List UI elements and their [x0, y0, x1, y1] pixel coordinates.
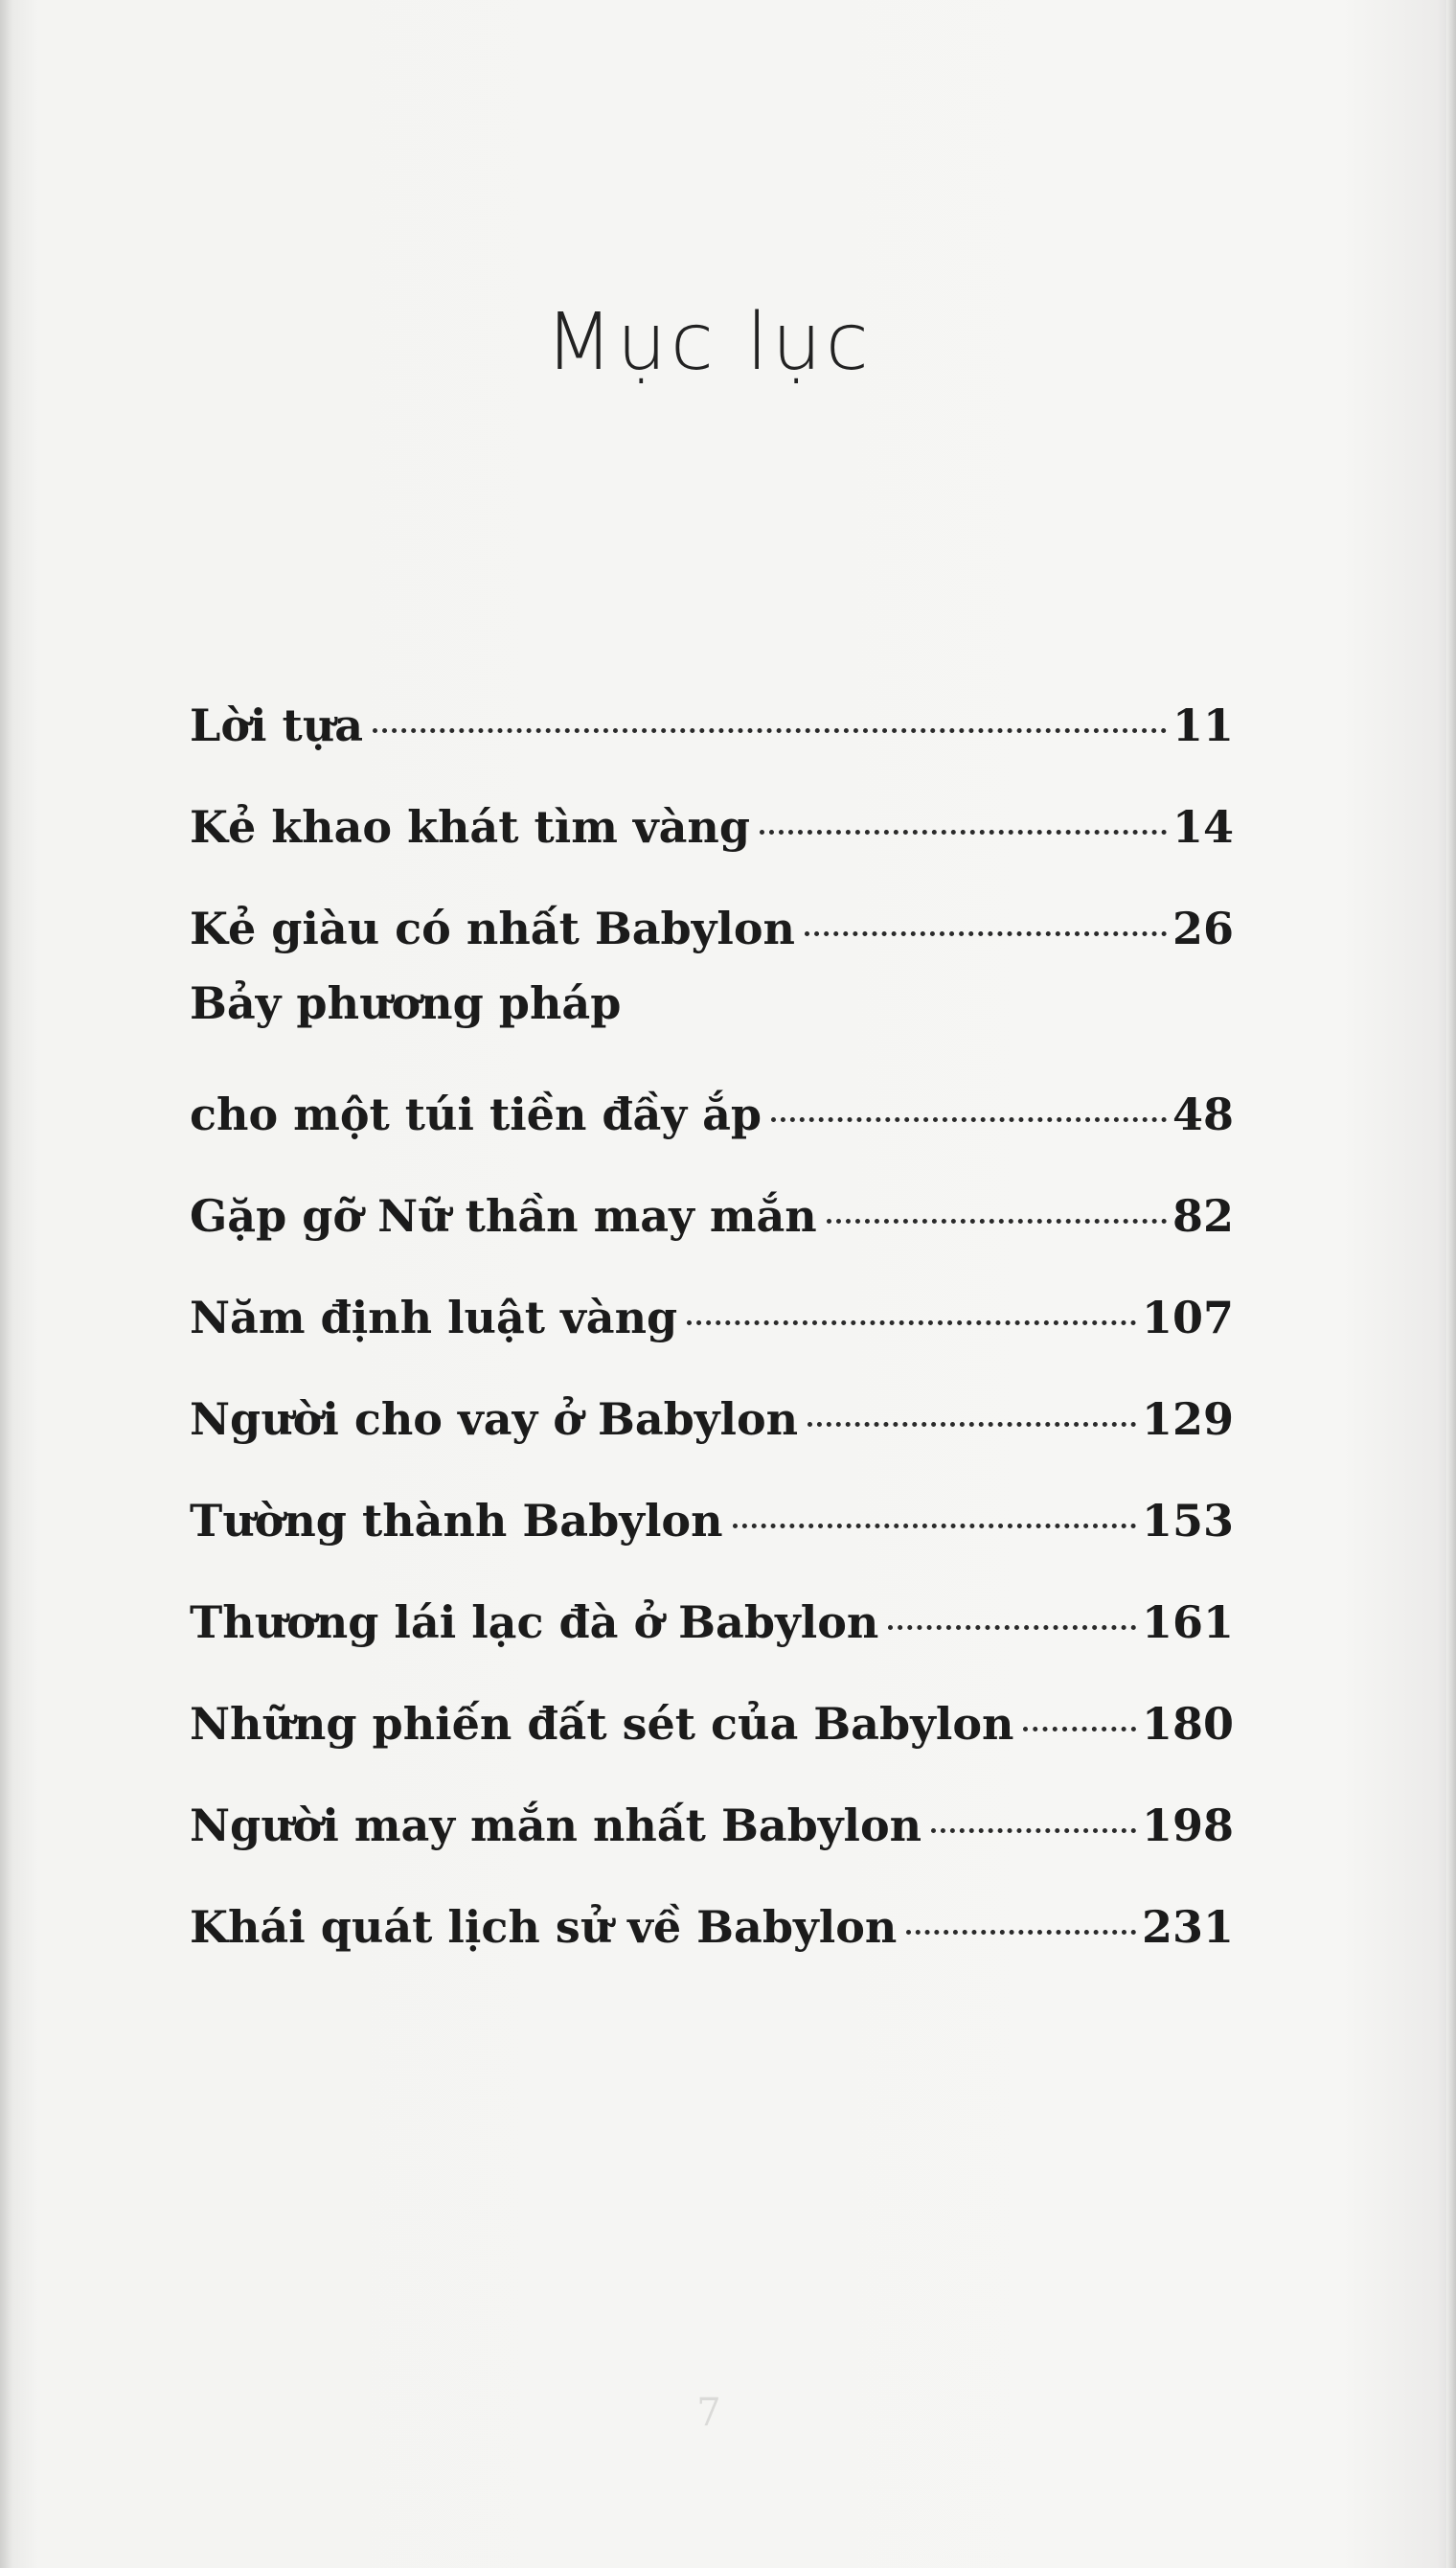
- toc-entry-label-line1: Bảy phương pháp: [190, 977, 622, 1029]
- toc-entry-label: Người may mắn nhất Babylon: [190, 1800, 922, 1851]
- dot-leader: [808, 1422, 1136, 1427]
- toc-entry: [190, 1161, 1234, 1263]
- toc-entry-page: 129: [1141, 1393, 1234, 1445]
- toc-entry: [190, 671, 1234, 772]
- toc-entry-label: Kẻ khao khát tìm vàng: [190, 801, 751, 853]
- toc-entry-label: Những phiến đất sét của Babylon: [190, 1698, 1014, 1750]
- toc-entry: [190, 975, 1234, 1161]
- dot-leader: [760, 830, 1167, 835]
- toc-entry-label: cho một túi tiền đầy ắp: [190, 1089, 762, 1140]
- toc-entry-label: Tường thành Babylon: [190, 1495, 723, 1547]
- toc-entry-label: Gặp gỡ Nữ thần may mắn: [190, 1190, 817, 1242]
- toc-entry: [190, 1466, 1234, 1568]
- toc-entry-page: 48: [1172, 1089, 1234, 1140]
- page-right-edge: [1446, 0, 1456, 2568]
- toc-entry-page: 82: [1172, 1190, 1234, 1242]
- toc-entry: [190, 874, 1234, 975]
- dot-leader: [771, 1117, 1167, 1122]
- toc-entry-label: Lời tựa: [190, 699, 364, 751]
- dot-leader: [687, 1320, 1136, 1325]
- dot-leader: [827, 1219, 1167, 1224]
- toc-entry-label: Kẻ giàu có nhất Babylon: [190, 903, 796, 954]
- toc-entry-label: Thương lái lạc đà ở Babylon: [190, 1596, 879, 1648]
- toc-entry-page: 153: [1141, 1495, 1234, 1547]
- toc-entry-page: 231: [1141, 1901, 1234, 1953]
- toc-entry: [190, 1263, 1234, 1364]
- toc-entry-page: 26: [1172, 903, 1234, 954]
- dot-leader: [1023, 1727, 1135, 1731]
- toc-entry-page: 180: [1141, 1698, 1234, 1750]
- toc-entry: [190, 1872, 1234, 1974]
- dot-leader: [805, 931, 1167, 936]
- dot-leader: [733, 1524, 1136, 1528]
- toc-entry-label: Khái quát lịch sử về Babylon: [190, 1901, 898, 1953]
- dot-leader: [931, 1828, 1136, 1833]
- toc-entry-label: Người cho vay ở Babylon: [190, 1393, 799, 1445]
- toc-entry: [190, 1771, 1234, 1872]
- toc-entry-page: 11: [1172, 699, 1234, 751]
- toc-entry-label: Năm định luật vàng: [190, 1292, 678, 1343]
- table-of-contents: [190, 671, 1234, 1974]
- toc-entry-page: 14: [1172, 801, 1234, 853]
- dot-leader: [906, 1930, 1136, 1935]
- dot-leader: [373, 728, 1167, 733]
- toc-entry-page: 161: [1141, 1596, 1234, 1648]
- toc-entry: [190, 1669, 1234, 1771]
- toc-entry: [190, 1568, 1234, 1669]
- toc-entry: [190, 1364, 1234, 1466]
- toc-entry: [190, 772, 1234, 874]
- toc-entry-page: 107: [1141, 1292, 1234, 1343]
- dot-leader: [888, 1625, 1136, 1630]
- page-title: Mục lục: [545, 297, 873, 388]
- toc-entry-page: 198: [1141, 1800, 1234, 1851]
- page-number: 7: [696, 2391, 721, 2435]
